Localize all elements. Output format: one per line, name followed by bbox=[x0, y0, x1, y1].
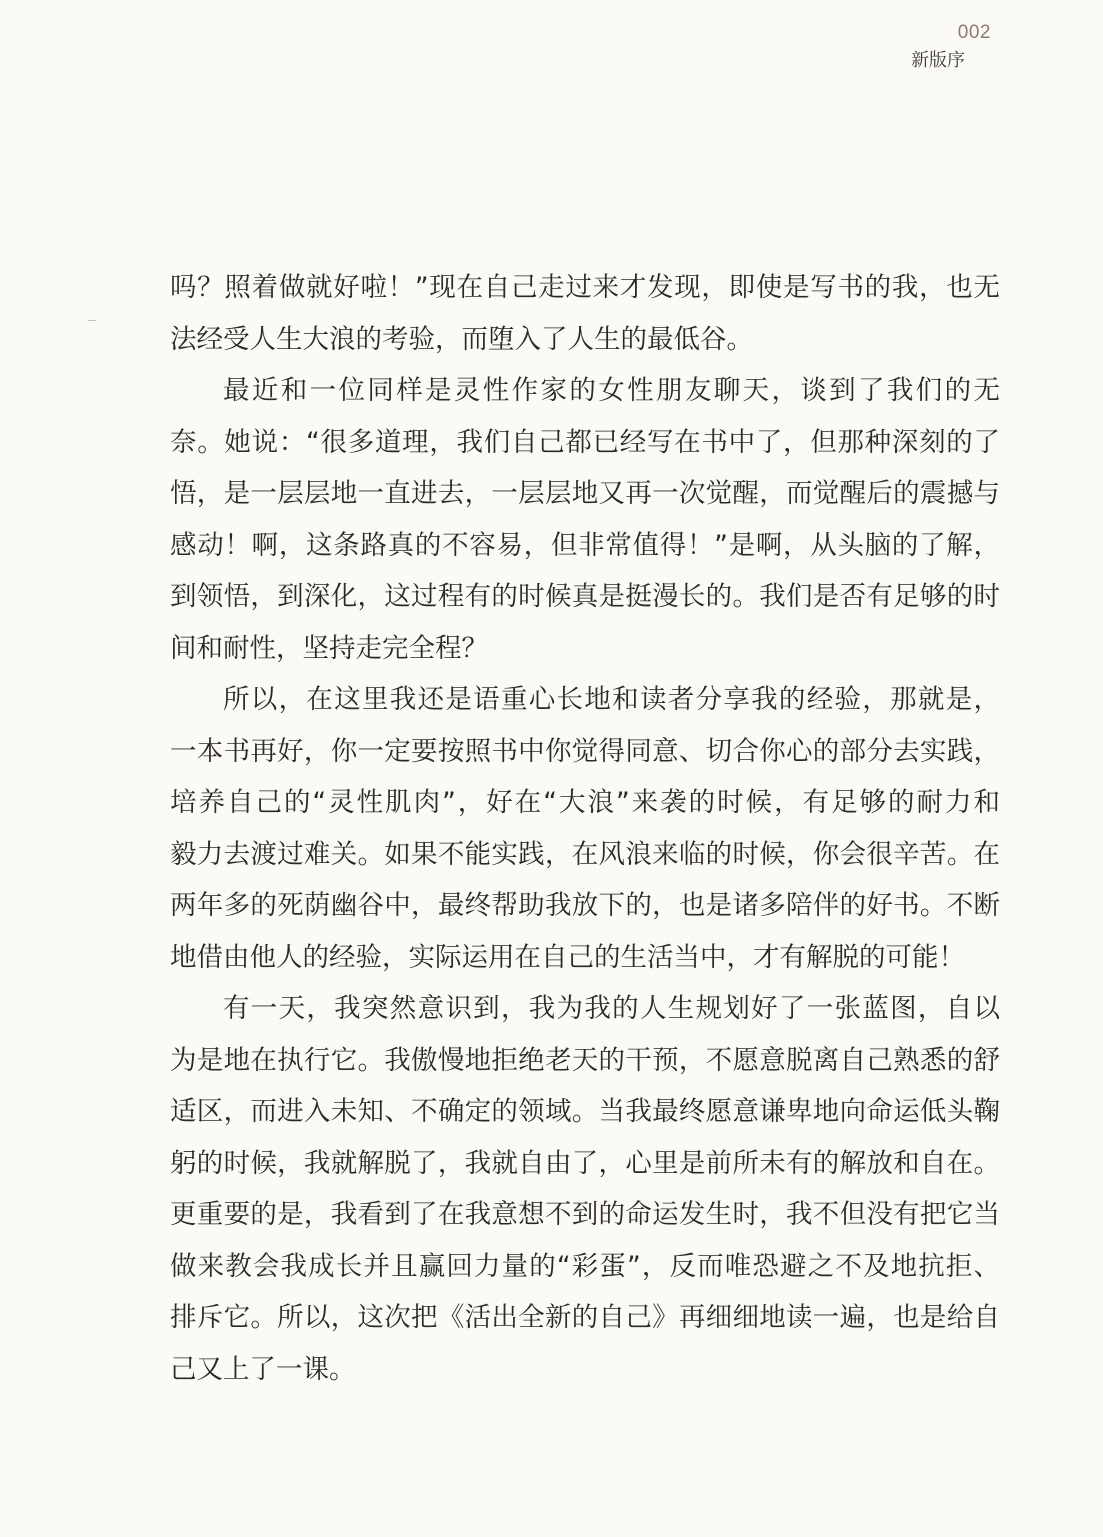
text-line: 吗？照着做就好啦！”现在自己走过来才发现，即使是写书的我，也无 bbox=[170, 272, 1000, 303]
body-text bbox=[170, 262, 1000, 1395]
text-line: 更重要的是，我看到了在我意想不到的命运发生时，我不但没有把它当 bbox=[170, 1199, 1000, 1230]
text-line: 两年多的死荫幽谷中，最终帮助我放下的，也是诸多陪伴的好书。不断 bbox=[170, 890, 1000, 921]
text-line: 己又上了一课。 bbox=[170, 1353, 356, 1385]
text-line: 所以，在这里我还是语重心长地和读者分享我的经验，那就是， bbox=[223, 684, 1000, 715]
text-line: 排斥它。所以，这次把《活出全新的自己》再细细地读一遍，也是给自 bbox=[170, 1302, 1000, 1333]
page-header bbox=[911, 20, 991, 74]
paragraph bbox=[170, 983, 1000, 1395]
text-line: 适区，而进入未知、不确定的领域。当我最终愿意谦卑地向命运低头鞠 bbox=[170, 1096, 1000, 1127]
margin-mark bbox=[88, 320, 96, 321]
running-header-section: 新版序 bbox=[911, 50, 965, 71]
text-line: 地借由他人的经验，实际运用在自己的生活当中，才有解脱的可能！ bbox=[170, 941, 965, 973]
text-line: 间和耐性，坚持走完全程？ bbox=[170, 632, 488, 664]
page-number: 002 bbox=[957, 22, 991, 43]
text-line: 感动！啊，这条路真的不容易，但非常值得！”是啊，从头脑的了解， bbox=[170, 529, 1000, 561]
text-line: 到领悟，到深化，这过程有的时候真是挺漫长的。我们是否有足够的时 bbox=[170, 581, 1000, 612]
text-line: 有一天，我突然意识到，我为我的人生规划好了一张蓝图，自以 bbox=[223, 993, 1000, 1024]
text-line: 为是地在执行它。我傲慢地拒绝老天的干预，不愿意脱离自己熟悉的舒 bbox=[170, 1044, 1000, 1076]
text-line: 奈。她说：“很多道理，我们自己都已经写在书中了，但那种深刻的了 bbox=[170, 426, 1000, 458]
paragraph bbox=[170, 365, 1000, 674]
text-line: 躬的时候，我就解脱了，我就自由了，心里是前所未有的解放和自在。 bbox=[170, 1147, 1000, 1179]
text-line: 毅力去渡过难关。如果不能实践，在风浪来临的时候，你会很辛苦。在 bbox=[170, 838, 1000, 870]
text-line: 做来教会我成长并且赢回力量的“彩蛋”，反而唯恐避之不及地抗拒、 bbox=[170, 1250, 1000, 1282]
text-line: 法经受人生大浪的考验，而堕入了人生的最低谷。 bbox=[170, 323, 753, 355]
text-line: 一本书再好，你一定要按照书中你觉得同意、切合你心的部分去实践， bbox=[170, 735, 1000, 767]
text-line: 悟，是一层层地一直进去，一层层地又再一次觉醒，而觉醒后的震撼与 bbox=[170, 478, 1000, 509]
paragraph bbox=[170, 674, 1000, 983]
paragraph bbox=[170, 262, 1000, 365]
text-line: 最近和一位同样是灵性作家的女性朋友聊天，谈到了我们的无 bbox=[223, 375, 1000, 406]
text-line: 培养自己的“灵性肌肉”，好在“大浪”来袭的时候，有足够的耐力和 bbox=[170, 787, 1000, 818]
